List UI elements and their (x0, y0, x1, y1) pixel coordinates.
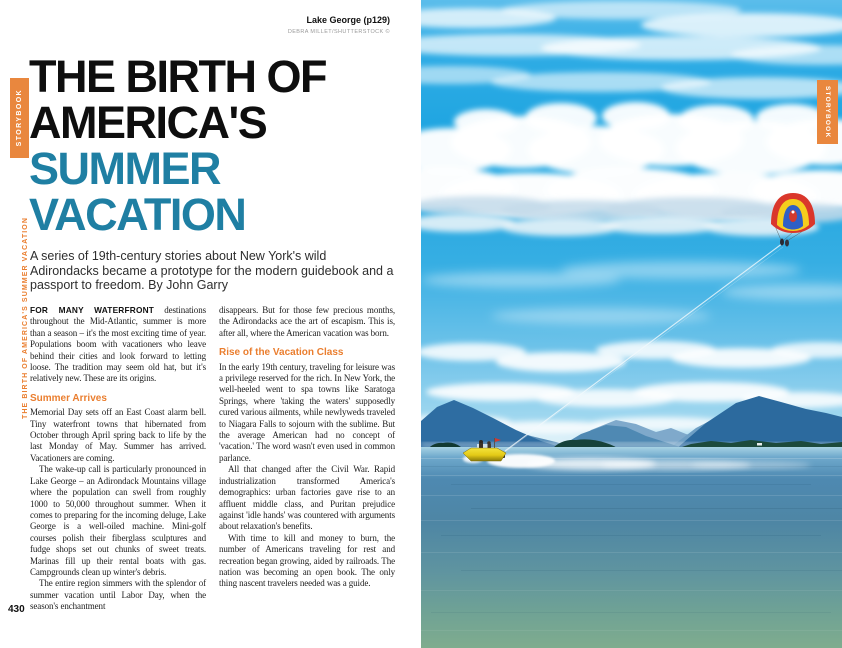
parasailer-figure (780, 239, 784, 246)
headline-line-1: THE BIRTH OF (29, 51, 326, 102)
lead-paragraph-text: destinations throughout the Mid-Atlantic, summer is more than a season – it's the most exciting time of year. Populations boom with vacationers who leave behind their cities and look forward to letting loose. The tradition may seem old hat, but it's relatively new. These are its origins. (30, 305, 206, 384)
section-heading-summer-arrives: Summer Arrives (30, 392, 107, 404)
article-headline (29, 51, 326, 240)
paragraph: The wake-up call is particularly pronounced in Lake George – an Adirondack Mountains village where the population can swell from roughly 1000 to 50,000 throughout summer. When it comes to preparing for the incoming deluge, Lake George is a well-oiled machine. Mini-golf courses polish their fiberglass sculptures and fudge shops set out chunks of sweet treats. Marinas fill up their rental boats with gas. Campgrounds clean up winter's debris. (30, 464, 206, 577)
section-heading-rise-of-vacation-class: Rise of the Vacation Class (219, 347, 344, 359)
page-number: 430 (8, 604, 25, 615)
article-deck: A series of 19th-century stories about New York's wild Adirondacks became a prototype for the modern guidebook and a passport to freedom. By John Garry (30, 249, 394, 293)
body-column-1 (30, 305, 206, 613)
paragraph: In the early 19th century, traveling for leisure was a privilege reserved for the rich. In New York, the well-heeled went to spa towns like Saratoga Springs, where 'taking the waters' supposedly cured various ailments, while newlyweds traveled to Niagara Falls to sojourn with the sublime. But the average American had no concept of 'vacation.' The word wasn't even used in common parlance. (219, 361, 395, 463)
photo-caption (190, 15, 390, 35)
paragraph: With time to kill and money to burn, the number of Americans traveling for rest and recreation began growing, aided by railroads. The nation was becoming an open book. The only thing nascent travelers needed was a guide. (219, 532, 395, 589)
photo-caption-title: Lake George (p129) (306, 15, 390, 25)
lake-george-photo (421, 0, 842, 648)
storybook-tab-left (10, 78, 29, 158)
storybook-tab-right-label: STORYBOOK (824, 85, 831, 139)
storybook-tab-right (817, 80, 838, 144)
body-column-2 (219, 305, 395, 613)
headline-line-4: VACATION (29, 189, 246, 240)
paragraph: The entire region simmers with the splendor of summer vacation until Labor Day, when the season's enchantment (30, 578, 206, 612)
paragraph: Memorial Day sets off an East Coast alarm bell. Tiny waterfront towns that hibernated from October through April spring back to life by the last Monday of May. Summer has arrived. Vacationers are coming. (30, 407, 206, 463)
storybook-tab-left-label: STORYBOOK (16, 89, 23, 147)
article-body (30, 305, 396, 613)
headline-line-2: AMERICA'S (29, 97, 267, 148)
lead-in-phrase: FOR MANY WATERFRONT (30, 305, 155, 315)
vertical-running-title-label: THE BIRTH OF AMERICA'S SUMMER VACATION (22, 217, 29, 419)
lake-george-photo-art (421, 0, 842, 648)
lake-water (421, 447, 842, 648)
photo-credit: DEBRA MILLET/SHUTTERSTOCK © (287, 29, 390, 35)
paragraph: All that changed after the Civil War. Rapid industrialization transformed America's demographics: urban factories gave rise to an affluent middle class, and Puritan prejudice against 'idle hands' was countered with arguments about relaxation's benefits. (219, 464, 395, 532)
lead-paragraph (30, 305, 206, 385)
headline-line-3: SUMMER (29, 143, 220, 194)
paragraph: disappears. But for those few precious months, the Adirondacks ace the art of escapism. This is, after all, where the American vacation was born. (219, 305, 395, 338)
vertical-running-title (11, 162, 29, 474)
parasailer-figure (785, 240, 789, 247)
